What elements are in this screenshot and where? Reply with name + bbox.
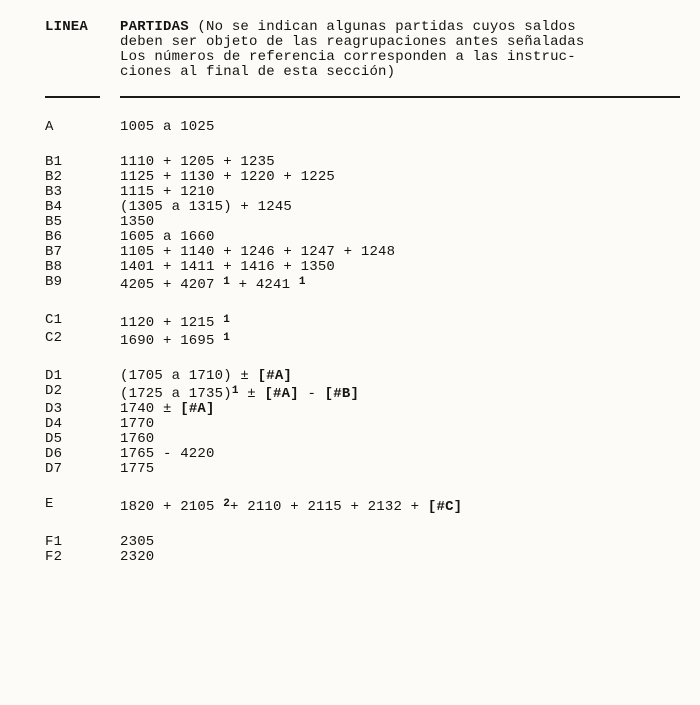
partidas-cell [120, 230, 680, 245]
partidas-description-line: (No se indican algunas partidas cuyos saldos [188, 19, 576, 35]
linea-cell: F2 [45, 549, 63, 565]
table-row [45, 432, 680, 447]
row-group [45, 369, 680, 477]
partidas-cell [120, 417, 680, 432]
partidas-text: ± [238, 386, 265, 402]
partidas-cell [120, 155, 680, 170]
partidas-text: 1350 [120, 214, 155, 230]
partidas-text: 1005 a 1025 [120, 119, 215, 135]
linea-cell: B6 [45, 229, 63, 245]
partidas-cell [120, 245, 680, 260]
linea-cell: B3 [45, 184, 63, 200]
partidas-cell [120, 550, 680, 565]
linea-cell: D2 [45, 383, 63, 399]
row-group [45, 535, 680, 565]
partidas-text: 1605 a 1660 [120, 229, 215, 245]
partidas-text: 1115 + 1210 [120, 184, 215, 200]
partidas-description-line: ciones al final de esta sección) [120, 64, 396, 80]
table-row [45, 260, 680, 275]
superscript-reference: 1 [231, 385, 239, 397]
linea-cell: D3 [45, 401, 63, 417]
linea-cell: D4 [45, 416, 63, 432]
header-divider [45, 96, 680, 98]
table-row [45, 497, 680, 515]
table-row [45, 245, 680, 260]
bracket-reference: [#A] [180, 401, 215, 417]
partidas-cell [120, 497, 680, 515]
partidas-text: 2305 [120, 534, 155, 550]
table-row [45, 120, 680, 135]
partidas-cell [120, 185, 680, 200]
partidas-cell [120, 402, 680, 417]
linea-cell: F1 [45, 534, 63, 550]
partidas-cell [120, 535, 680, 550]
table-row [45, 550, 680, 565]
partidas-cell [120, 462, 680, 477]
linea-cell: E [45, 496, 54, 512]
partidas-description-line: deben ser objeto de las reagrupaciones antes señaladas [120, 34, 585, 50]
table-header [45, 20, 680, 80]
table-row [45, 313, 680, 331]
bracket-reference: [#A] [264, 386, 299, 402]
linea-divider-line [45, 96, 100, 98]
row-group [45, 155, 680, 293]
linea-cell: B4 [45, 199, 63, 215]
partidas-text: 1775 [120, 461, 155, 477]
partidas-text: 1690 + 1695 [120, 333, 224, 349]
linea-cell: D5 [45, 431, 63, 447]
partidas-cell [120, 447, 680, 462]
partidas-cell [120, 384, 680, 402]
superscript-reference: 1 [223, 332, 231, 344]
table-row [45, 230, 680, 245]
partidas-cell [120, 200, 680, 215]
superscript-reference: 1 [298, 276, 306, 288]
partidas-label: PARTIDAS [120, 19, 189, 35]
partidas-text: 1401 + 1411 + 1416 + 1350 [120, 259, 336, 275]
table-row [45, 170, 680, 185]
partidas-text: 1765 - 4220 [120, 446, 215, 462]
table-row [45, 331, 680, 349]
partidas-text: 1110 + 1205 + 1235 [120, 154, 275, 170]
row-group [45, 313, 680, 349]
partidas-cell [120, 260, 680, 275]
linea-cell: B1 [45, 154, 63, 170]
table-row [45, 462, 680, 477]
bracket-reference: [#B] [324, 386, 360, 402]
table-row [45, 447, 680, 462]
table-row [45, 200, 680, 215]
partidas-text: 2320 [120, 549, 155, 565]
partidas-text: 4205 + 4207 [120, 277, 224, 293]
table-row [45, 215, 680, 230]
table-row [45, 535, 680, 550]
partidas-text: 1740 ± [120, 401, 181, 417]
table-row [45, 275, 680, 293]
linea-column-header: LINEA [45, 19, 89, 35]
table-row [45, 417, 680, 432]
partidas-text: 1770 [120, 416, 155, 432]
partidas-text: 1120 + 1215 [120, 315, 224, 331]
linea-cell: B8 [45, 259, 63, 275]
linea-cell: B2 [45, 169, 63, 185]
table-row [45, 185, 680, 200]
partidas-text: (1305 a 1315) + 1245 [120, 199, 293, 215]
linea-cell: C2 [45, 330, 63, 346]
partidas-text: 1820 + 2105 [120, 499, 224, 515]
partidas-column-header [120, 20, 680, 80]
partidas-divider-line [120, 96, 680, 98]
partidas-cell [120, 432, 680, 447]
partidas-cell [120, 275, 680, 293]
linea-cell: D1 [45, 368, 63, 384]
partidas-text: + 2110 + 2115 + 2132 + [230, 499, 428, 515]
bracket-reference: [#A] [257, 368, 293, 384]
row-group [45, 497, 680, 515]
rows-container [45, 120, 680, 565]
partidas-cell [120, 313, 680, 331]
partidas-cell [120, 120, 680, 135]
partidas-cell [120, 170, 680, 185]
superscript-reference: 2 [223, 498, 231, 510]
linea-cell: B7 [45, 244, 63, 260]
partidas-text: 1760 [120, 431, 155, 447]
partidas-text: (1725 a 1735) [120, 386, 232, 402]
partidas-text: 1105 + 1140 + 1246 + 1247 + 1248 [120, 244, 396, 260]
partidas-description-line: Los números de referencia corresponden a las instruc- [120, 49, 576, 65]
linea-cell: B5 [45, 214, 63, 230]
partidas-text: + 4241 [230, 277, 299, 293]
partidas-cell [120, 369, 680, 384]
linea-cell: D7 [45, 461, 63, 477]
superscript-reference: 1 [223, 314, 231, 326]
linea-cell: C1 [45, 312, 63, 328]
linea-cell: B9 [45, 274, 63, 290]
linea-cell: A [45, 119, 54, 135]
table-row [45, 369, 680, 384]
linea-cell: D6 [45, 446, 63, 462]
superscript-reference: 1 [223, 276, 231, 288]
partidas-cell [120, 331, 680, 349]
partidas-cell [120, 215, 680, 230]
row-group [45, 120, 680, 135]
bracket-reference: [#C] [427, 499, 463, 515]
table-row [45, 155, 680, 170]
partidas-text: - [298, 386, 325, 402]
partidas-text: 1125 + 1130 + 1220 + 1225 [120, 169, 336, 185]
table-row [45, 384, 680, 402]
table-row [45, 402, 680, 417]
partidas-text: (1705 a 1710) ± [120, 368, 258, 384]
